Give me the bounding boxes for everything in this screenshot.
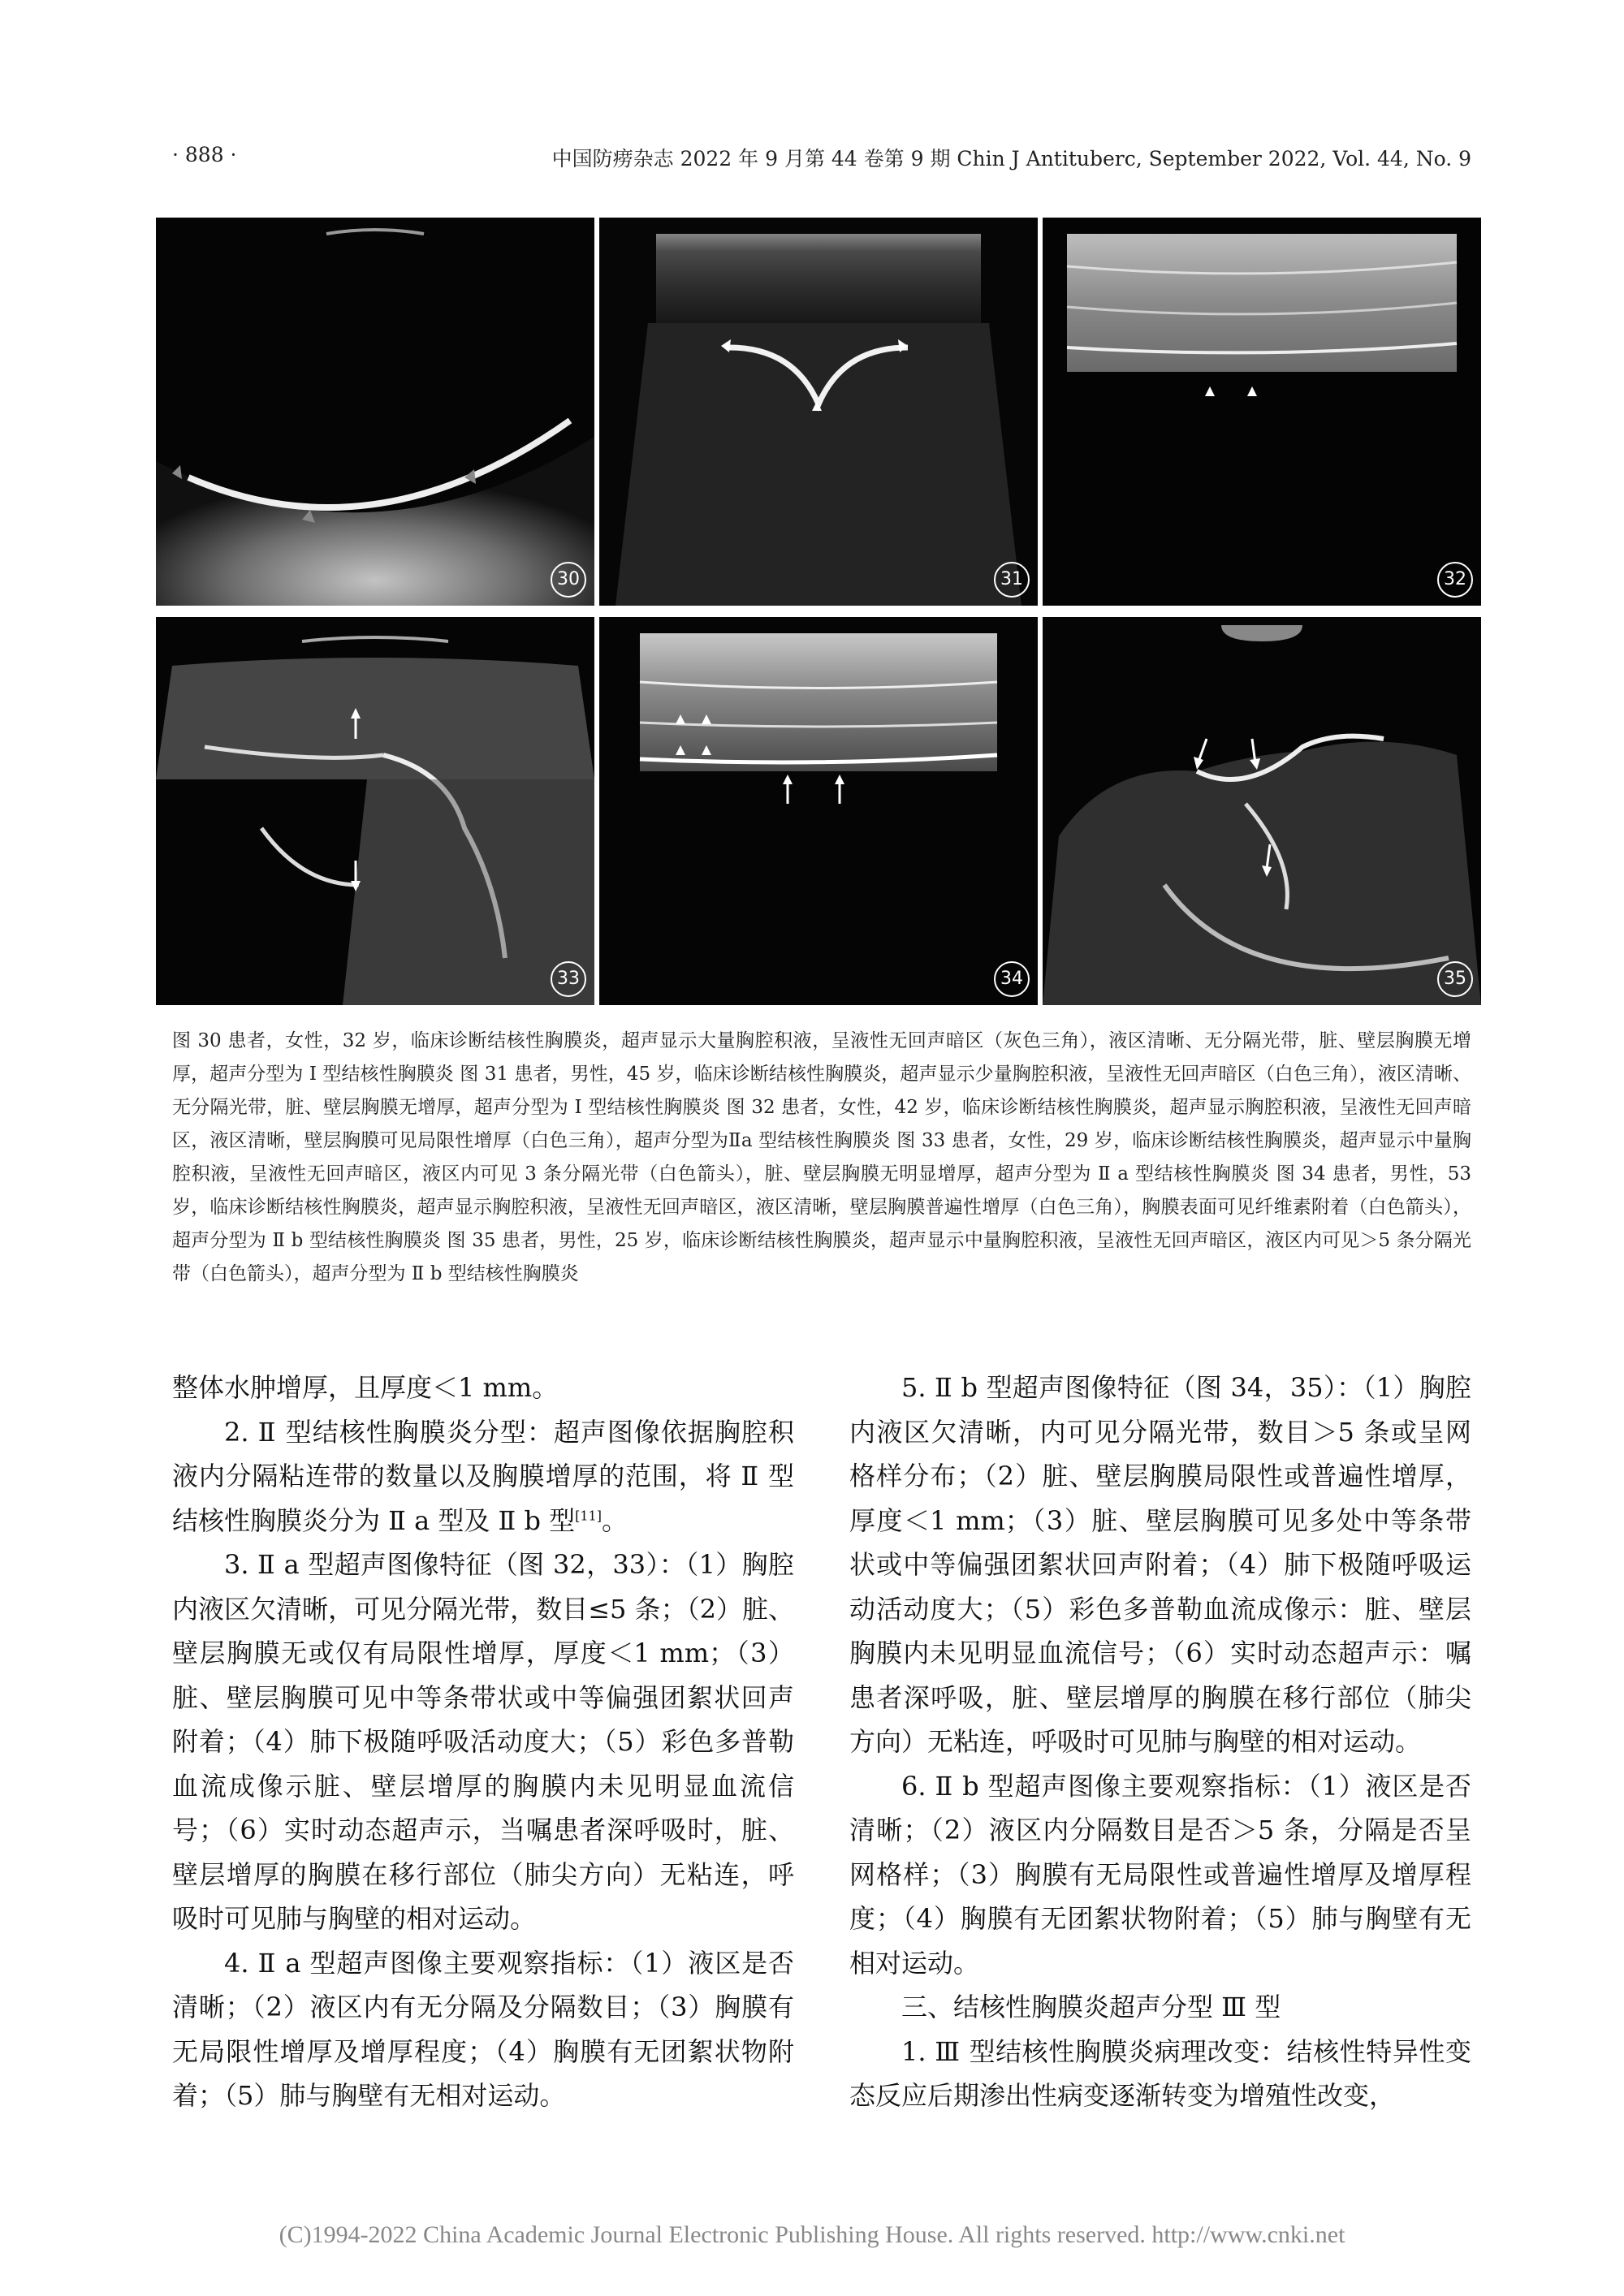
journal-title: 中国防痨杂志 2022 年 9 月第 44 卷第 9 期 Chin J Antituberc, September 2022, Vol. 44, No. 9 — [551, 147, 1471, 170]
paragraph: 1. Ⅲ 型结核性胸膜炎病理改变：结核性特异性变态反应后期渗出性病变逐渐转变为增殖性改变， — [849, 2035, 1471, 2111]
figure-number-35: 35 — [1437, 961, 1473, 997]
right-column — [849, 1366, 1471, 2118]
ultrasound-image-35 — [1043, 617, 1481, 1005]
page-number: · 888 · — [172, 143, 237, 166]
section-heading: 三、结核性胸膜炎超声分型 Ⅲ 型 — [901, 1992, 1281, 2022]
copyright-footer: (C)1994-2022 China Academic Journal Electronic Publishing House. All rights reserved. http://www.cnki.net — [279, 2221, 1345, 2248]
left-column — [172, 1366, 794, 2118]
ultrasound-graphic-30 — [156, 218, 594, 606]
ultrasound-graphic-34 — [599, 617, 1038, 1005]
ultrasound-graphic-31 — [599, 218, 1038, 606]
page-header — [172, 143, 1471, 175]
paragraph-end: 。 — [601, 1504, 628, 1536]
paragraph: 5. Ⅱ b 型超声图像特征（图 34，35）：（1）胸腔内液区欠清晰，内可见分隔光带，数目＞5 条或呈网格样分布；（2）脏、壁层胸膜局限性或普遍性增厚，厚度＜1 mm；（3）脏、壁层胸膜可见多处中等条带状或中等偏强团絮状回声附着；（4）肺下极随呼吸运动活动度大；（5）彩色多普勒血流成像示：脏、壁层胸膜内未见明显血流信号；（6）实时动态超声示：嘱患者深呼吸，脏、壁层增厚的胸膜在移行部位（肺尖方向）无粘连，呼吸时可见肺与胸壁的相对运动。 — [849, 1372, 1471, 1757]
ultrasound-image-32 — [1043, 218, 1481, 606]
paragraph: 整体水肿增厚，且厚度＜1 mm。 — [172, 1372, 559, 1403]
paragraph: 3. Ⅱ a 型超声图像特征（图 32，33）：（1）胸腔内液区欠清晰，可见分隔光带，数目≤5 条；（2）脏、壁层胸膜无或仅有局限性增厚，厚度＜1 mm；（3）脏、壁层胸膜可见中等条带状或中等偏强团絮状回声附着；（4）肺下极随呼吸活动度大；（5）彩色多普勒血流成像示脏、壁层增厚的胸膜内未见明显血流信号；（6）实时动态超声示，当嘱患者深呼吸时，脏、壁层增厚的胸膜在移行部位（肺尖方向）无粘连，呼吸时可见肺与胸壁的相对运动。 — [172, 1549, 794, 1934]
paragraph: 4. Ⅱ a 型超声图像主要观察指标：（1）液区是否清晰；（2）液区内有无分隔及分隔数目；（3）胸膜有无局限性增厚及增厚程度；（4）胸膜有无团絮状物附着；（5）肺与胸壁有无相对运动。 — [172, 1947, 794, 2111]
ultrasound-image-34 — [599, 617, 1038, 1005]
figure-number-32: 32 — [1437, 562, 1473, 598]
ultrasound-image-31 — [599, 218, 1038, 606]
figure-number-34: 34 — [994, 961, 1030, 997]
ultrasound-graphic-35 — [1043, 617, 1481, 1005]
ultrasound-image-33 — [156, 617, 594, 1005]
figure-grid — [156, 218, 1481, 1005]
paragraph — [172, 1410, 794, 1543]
ultrasound-image-30 — [156, 218, 594, 606]
paragraph-text: 2. Ⅱ 型结核性胸膜炎分型：超声图像依据胸腔积液内分隔粘连带的数量以及胸膜增厚的范围，将 Ⅱ 型结核性胸膜炎分为 Ⅱ a 型及 Ⅱ b 型 — [172, 1416, 794, 1536]
figure-number-30: 30 — [551, 562, 586, 598]
ultrasound-graphic-32 — [1043, 218, 1481, 606]
figure-number-33: 33 — [551, 961, 586, 997]
reference-citation: [11] — [575, 1507, 602, 1523]
ultrasound-graphic-33 — [156, 617, 594, 1005]
figure-caption: 图 30 患者，女性，32 岁，临床诊断结核性胸膜炎，超声显示大量胸腔积液，呈液性无回声暗区（灰色三角），液区清晰、无分隔光带，脏、壁层胸膜无增厚，超声分型为 Ⅰ 型结核性胸膜炎 图 31 患者，男性，45 岁，临床诊断结核性胸膜炎，超声显示少量胸腔积液，呈液性无回声暗区（白色三角），液区清晰、无分隔光带，脏、壁层胸膜无增厚，超声分型为 Ⅰ 型结核性胸膜炎 图 32 患者，女性，42 岁，临床诊断结核性胸膜炎，超声显示胸腔积液，呈液性无回声暗区，液区清晰，壁层胸膜可见局限性增厚（白色三角），超声分型为Ⅱa 型结核性胸膜炎 图 33 患者，女性，29 岁，临床诊断结核性胸膜炎，超声显示中量胸腔积液，呈液性无回声暗区，液区内可见 3 条分隔光带（白色箭头），脏、壁层胸膜无明显增厚，超声分型为 Ⅱ a 型结核性胸膜炎 图 34 患者，男性，53 岁，临床诊断结核性胸膜炎，超声显示胸腔积液，呈液性无回声暗区，液区清晰，壁层胸膜普遍性增厚（白色三角），胸膜表面可见纤维素附着（白色箭头），超声分型为 Ⅱ b 型结核性胸膜炎 图 35 患者，男性，25 岁，临床诊断结核性胸膜炎，超声显示中量胸腔积液，呈液性无回声暗区，液区内可见＞5 条分隔光带（白色箭头），超声分型为 Ⅱ b 型结核性胸膜炎 — [172, 1030, 1471, 1284]
figure-number-31: 31 — [994, 562, 1030, 598]
paragraph: 6. Ⅱ b 型超声图像主要观察指标：（1）液区是否清晰；（2）液区内分隔数目是否＞5 条，分隔是否呈网格样；（3）胸膜有无局限性或普遍性增厚及增厚程度；（4）胸膜有无团絮状物附着；（5）肺与胸壁有无相对运动。 — [849, 1770, 1471, 1979]
